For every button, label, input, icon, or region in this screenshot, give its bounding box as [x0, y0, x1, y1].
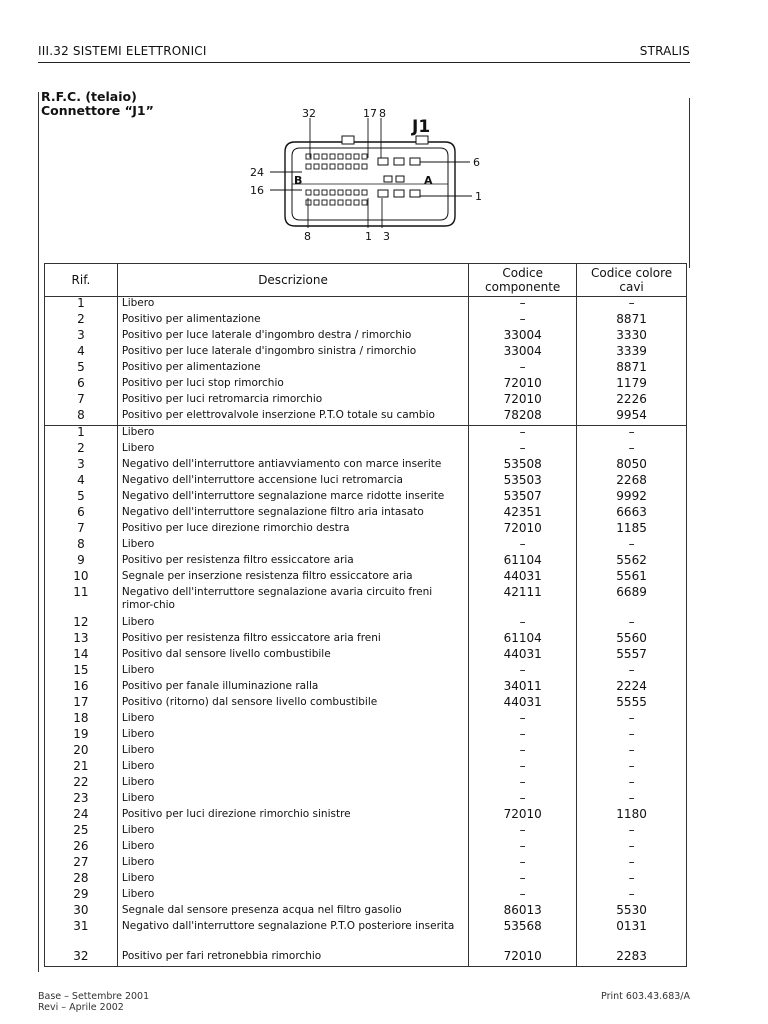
- cell-codice-colore: –: [577, 776, 687, 792]
- cell-descrizione: Libero: [117, 538, 468, 554]
- cell-codice-componente: 44031: [469, 570, 577, 586]
- cell-descrizione: Positivo per luci retromarcia rimorchio: [117, 393, 468, 409]
- cell-codice-componente: –: [469, 872, 577, 888]
- cell-codice-componente: –: [469, 664, 577, 680]
- cell-rif: 22: [45, 776, 118, 792]
- table-row: [45, 538, 687, 554]
- cell-codice-componente: –: [469, 728, 577, 744]
- header-rif: Rif.: [45, 264, 118, 297]
- left-margin-line: [38, 92, 39, 972]
- table-row: [45, 442, 687, 458]
- table-row: [45, 393, 687, 409]
- cell-descrizione: Positivo per fari retronebbia rimorchio: [117, 950, 468, 967]
- cell-descrizione: Positivo per luce laterale d'ingombro destra / rimorchio: [117, 329, 468, 345]
- cell-codice-componente: 72010: [469, 377, 577, 393]
- label-right-6: 6: [473, 156, 480, 169]
- connector-pin: [306, 190, 311, 195]
- cell-descrizione: Negativo dell'interruttore accensione luci retromarcia: [117, 474, 468, 490]
- cell-descrizione: Libero: [117, 712, 468, 728]
- cell-rif: 30: [45, 904, 118, 920]
- cell-rif: 5: [45, 361, 118, 377]
- connector-diagram: [240, 104, 490, 244]
- cell-rif: 26: [45, 840, 118, 856]
- header-codice-colore: Codice colore cavi: [577, 264, 687, 297]
- cell-descrizione: Positivo per luci direzione rimorchio sinistre: [117, 808, 468, 824]
- cell-codice-componente: 42111: [469, 586, 577, 616]
- connector-pin: [354, 164, 359, 169]
- cell-descrizione: Positivo per resistenza filtro essiccatore aria: [117, 554, 468, 570]
- cell-codice-componente: –: [469, 442, 577, 458]
- cell-codice-colore: 5555: [577, 696, 687, 712]
- cell-descrizione: Segnale per inserzione resistenza filtro essiccatore aria: [117, 570, 468, 586]
- table-row: [45, 712, 687, 728]
- cell-rif: 10: [45, 570, 118, 586]
- connector-pin: [314, 200, 319, 205]
- table-row: [45, 664, 687, 680]
- cell-rif: 3: [45, 329, 118, 345]
- cell-codice-colore: –: [577, 760, 687, 776]
- label-top-32: 32: [302, 107, 316, 120]
- section-title-line1: R.F.C. (telaio): [41, 89, 137, 104]
- cell-rif: 5: [45, 490, 118, 506]
- cell-descrizione: Positivo per fanale illuminazione ralla: [117, 680, 468, 696]
- cell-descrizione: Positivo (ritorno) dal sensore livello combustibile: [117, 696, 468, 712]
- cell-rif: 13: [45, 632, 118, 648]
- connector-pin: [362, 164, 367, 169]
- cell-codice-componente: 72010: [469, 522, 577, 538]
- header-rule: [38, 62, 690, 63]
- table-row: [45, 792, 687, 808]
- cell-rif: 4: [45, 474, 118, 490]
- cell-rif: 24: [45, 808, 118, 824]
- cell-descrizione: Positivo per alimentazione: [117, 361, 468, 377]
- table-row: [45, 616, 687, 632]
- cell-descrizione: Libero: [117, 840, 468, 856]
- cell-rif: 31: [45, 920, 118, 950]
- cell-codice-componente: 44031: [469, 696, 577, 712]
- table-row: [45, 920, 687, 950]
- connector-pin: [362, 200, 367, 205]
- table-row: [45, 297, 687, 314]
- cell-descrizione: Positivo per luce direzione rimorchio destra: [117, 522, 468, 538]
- cell-codice-componente: –: [469, 760, 577, 776]
- cell-codice-colore: –: [577, 616, 687, 632]
- cell-codice-componente: 53507: [469, 490, 577, 506]
- connector-pin: [338, 154, 343, 159]
- cell-rif: 1: [45, 297, 118, 314]
- cell-codice-componente: –: [469, 426, 577, 443]
- cell-codice-colore: 2268: [577, 474, 687, 490]
- cell-codice-componente: –: [469, 888, 577, 904]
- cell-descrizione: Positivo per luci stop rimorchio: [117, 377, 468, 393]
- cell-rif: 28: [45, 872, 118, 888]
- cell-codice-colore: 3339: [577, 345, 687, 361]
- table-row: [45, 474, 687, 490]
- cell-codice-colore: 1185: [577, 522, 687, 538]
- table-row: [45, 490, 687, 506]
- connector-pin: [354, 154, 359, 159]
- cell-codice-colore: –: [577, 824, 687, 840]
- label-bottom-8: 8: [304, 230, 311, 243]
- connector-pin: [330, 200, 335, 205]
- table-row: [45, 840, 687, 856]
- label-bottom-1: 1: [365, 230, 372, 243]
- cell-descrizione: Libero: [117, 297, 468, 314]
- cell-codice-colore: 5561: [577, 570, 687, 586]
- cell-rif: 6: [45, 377, 118, 393]
- cell-rif: 7: [45, 522, 118, 538]
- cell-descrizione: Libero: [117, 872, 468, 888]
- connector-pin: [330, 164, 335, 169]
- connector-pin: [314, 190, 319, 195]
- cell-descrizione: Positivo per resistenza filtro essiccatore aria freni: [117, 632, 468, 648]
- cell-codice-colore: 5530: [577, 904, 687, 920]
- cell-codice-componente: 86013: [469, 904, 577, 920]
- cell-rif: 23: [45, 792, 118, 808]
- cell-codice-componente: –: [469, 856, 577, 872]
- footer-revi: Revi – Aprile 2002: [38, 1002, 124, 1013]
- cell-codice-componente: –: [469, 840, 577, 856]
- label-left-24: 24: [250, 166, 264, 179]
- cell-codice-componente: –: [469, 744, 577, 760]
- header-codice-componente: Codice componente: [469, 264, 577, 297]
- table-row: [45, 586, 687, 616]
- cell-codice-colore: 0131: [577, 920, 687, 950]
- cell-codice-colore: 5560: [577, 632, 687, 648]
- cell-codice-colore: 5557: [577, 648, 687, 664]
- cell-codice-componente: –: [469, 616, 577, 632]
- connector-pin: [354, 190, 359, 195]
- cell-codice-componente: 72010: [469, 393, 577, 409]
- label-right-1: 1: [475, 190, 482, 203]
- cell-descrizione: Libero: [117, 824, 468, 840]
- table-row: [45, 361, 687, 377]
- footer-left: [38, 991, 149, 1013]
- cell-codice-componente: –: [469, 712, 577, 728]
- cell-rif: 32: [45, 950, 118, 967]
- cell-descrizione: Libero: [117, 728, 468, 744]
- table-row: [45, 570, 687, 586]
- table-row: [45, 345, 687, 361]
- cell-codice-componente: –: [469, 313, 577, 329]
- footer-base: Base – Settembre 2001: [38, 991, 150, 1002]
- header-descrizione: Descrizione: [117, 264, 468, 297]
- table-row: [45, 776, 687, 792]
- cell-codice-colore: –: [577, 297, 687, 314]
- label-left-16: 16: [250, 184, 264, 197]
- cell-rif: 18: [45, 712, 118, 728]
- cell-descrizione: Libero: [117, 616, 468, 632]
- cell-rif: 6: [45, 506, 118, 522]
- section-title: [41, 90, 154, 118]
- cell-codice-componente: 53508: [469, 458, 577, 474]
- cell-rif: 8: [45, 409, 118, 426]
- cell-codice-componente: 33004: [469, 345, 577, 361]
- connector-pin: [346, 200, 351, 205]
- cell-codice-componente: 42351: [469, 506, 577, 522]
- cell-codice-colore: 6663: [577, 506, 687, 522]
- cell-descrizione: Negativo dell'interruttore segnalazione marce ridotte inserite: [117, 490, 468, 506]
- table-row: [45, 872, 687, 888]
- cell-descrizione: Positivo dal sensore livello combustibile: [117, 648, 468, 664]
- cell-codice-componente: 33004: [469, 329, 577, 345]
- cell-codice-colore: –: [577, 712, 687, 728]
- cell-codice-colore: –: [577, 744, 687, 760]
- table-row: [45, 329, 687, 345]
- cell-descrizione: Libero: [117, 442, 468, 458]
- cell-codice-colore: –: [577, 426, 687, 443]
- connector-pin: [338, 200, 343, 205]
- connector-pin: [322, 200, 327, 205]
- cell-codice-componente: –: [469, 297, 577, 314]
- table-row: [45, 426, 687, 443]
- cell-codice-colore: –: [577, 442, 687, 458]
- cell-codice-componente: –: [469, 824, 577, 840]
- cell-codice-colore: 6689: [577, 586, 687, 616]
- table-row: [45, 824, 687, 840]
- cell-rif: 8: [45, 538, 118, 554]
- table-row: [45, 680, 687, 696]
- connector-pin: [362, 154, 367, 159]
- cell-descrizione: Libero: [117, 856, 468, 872]
- cell-descrizione: Libero: [117, 664, 468, 680]
- cell-descrizione: Libero: [117, 426, 468, 443]
- cell-codice-componente: 78208: [469, 409, 577, 426]
- connector-pin: [322, 164, 327, 169]
- cell-codice-componente: –: [469, 792, 577, 808]
- page-header-left: III.32 SISTEMI ELETTRONICI: [38, 44, 207, 58]
- cell-rif: 29: [45, 888, 118, 904]
- cell-codice-componente: –: [469, 361, 577, 377]
- table-row: [45, 648, 687, 664]
- table-row: [45, 458, 687, 474]
- cell-codice-colore: 1179: [577, 377, 687, 393]
- section-title-line2: Connettore “J1”: [41, 103, 154, 118]
- cell-descrizione: Libero: [117, 792, 468, 808]
- cell-descrizione: Negativo dall'interruttore segnalazione P.T.O posteriore inserita: [117, 920, 468, 950]
- cell-codice-colore: 5562: [577, 554, 687, 570]
- right-margin-line: [689, 98, 690, 268]
- table-row: [45, 950, 687, 967]
- cell-rif: 17: [45, 696, 118, 712]
- cell-rif: 2: [45, 442, 118, 458]
- cell-rif: 11: [45, 586, 118, 616]
- table-row: [45, 744, 687, 760]
- footer-print: Print 603.43.683/A: [601, 991, 690, 1002]
- cell-codice-colore: 8871: [577, 361, 687, 377]
- cell-codice-componente: 53503: [469, 474, 577, 490]
- cell-codice-colore: 2283: [577, 950, 687, 967]
- connector-pin: [306, 164, 311, 169]
- cell-codice-colore: 1180: [577, 808, 687, 824]
- cell-descrizione: Libero: [117, 744, 468, 760]
- cell-descrizione: Positivo per elettrovalvole inserzione P.T.O totale su cambio: [117, 409, 468, 426]
- cell-rif: 27: [45, 856, 118, 872]
- cell-codice-componente: 53568: [469, 920, 577, 950]
- label-bottom-3: 3: [383, 230, 390, 243]
- cell-descrizione: Positivo per alimentazione: [117, 313, 468, 329]
- connector-pin: [314, 164, 319, 169]
- cell-descrizione: Segnale dal sensore presenza acqua nel filtro gasolio: [117, 904, 468, 920]
- cell-rif: 3: [45, 458, 118, 474]
- cell-codice-colore: –: [577, 728, 687, 744]
- cell-rif: 12: [45, 616, 118, 632]
- table-row: [45, 313, 687, 329]
- cell-codice-colore: –: [577, 888, 687, 904]
- cell-codice-componente: 72010: [469, 808, 577, 824]
- table-row: [45, 888, 687, 904]
- cell-codice-componente: –: [469, 538, 577, 554]
- label-block-a: A: [424, 174, 433, 187]
- cell-descrizione: Libero: [117, 760, 468, 776]
- label-top-8: 8: [379, 107, 386, 120]
- cell-rif: 2: [45, 313, 118, 329]
- connector-pin: [322, 190, 327, 195]
- cell-descrizione: Negativo dell'interruttore antiavviamento con marce inserite: [117, 458, 468, 474]
- page-header-right: STRALIS: [639, 44, 690, 58]
- connector-pin: [314, 154, 319, 159]
- table-row: [45, 904, 687, 920]
- cell-rif: 21: [45, 760, 118, 776]
- table-row: [45, 728, 687, 744]
- connector-pin: [346, 164, 351, 169]
- connector-pin: [330, 154, 335, 159]
- cell-descrizione: Negativo dell'interruttore segnalazione filtro aria intasato: [117, 506, 468, 522]
- cell-codice-colore: –: [577, 840, 687, 856]
- cell-rif: 1: [45, 426, 118, 443]
- cell-codice-colore: –: [577, 872, 687, 888]
- connector-pin: [362, 190, 367, 195]
- cell-rif: 14: [45, 648, 118, 664]
- table-row: [45, 632, 687, 648]
- cell-codice-colore: 2224: [577, 680, 687, 696]
- table-row: [45, 760, 687, 776]
- cell-codice-colore: –: [577, 856, 687, 872]
- connector-pin: [306, 200, 311, 205]
- cell-codice-componente: 61104: [469, 632, 577, 648]
- connector-name: J1: [412, 117, 431, 137]
- cell-codice-colore: 9992: [577, 490, 687, 506]
- connector-pin: [354, 200, 359, 205]
- cell-codice-colore: 8871: [577, 313, 687, 329]
- cell-rif: 20: [45, 744, 118, 760]
- pinout-table: [44, 263, 687, 967]
- connector-pin: [338, 164, 343, 169]
- cell-descrizione: Libero: [117, 888, 468, 904]
- connector-pin: [338, 190, 343, 195]
- cell-codice-colore: –: [577, 792, 687, 808]
- connector-pin: [346, 154, 351, 159]
- cell-codice-colore: –: [577, 664, 687, 680]
- table-row: [45, 522, 687, 538]
- cell-codice-componente: 72010: [469, 950, 577, 967]
- cell-codice-colore: 8050: [577, 458, 687, 474]
- cell-codice-componente: 34011: [469, 680, 577, 696]
- cell-codice-componente: 44031: [469, 648, 577, 664]
- cell-codice-colore: 2226: [577, 393, 687, 409]
- cell-rif: 9: [45, 554, 118, 570]
- connector-pin: [322, 154, 327, 159]
- cell-rif: 4: [45, 345, 118, 361]
- table-row: [45, 554, 687, 570]
- connector-pin: [330, 190, 335, 195]
- connector-pin: [346, 190, 351, 195]
- cell-rif: 19: [45, 728, 118, 744]
- cell-rif: 25: [45, 824, 118, 840]
- cell-descrizione: Libero: [117, 776, 468, 792]
- table-row: [45, 377, 687, 393]
- cell-codice-componente: –: [469, 776, 577, 792]
- cell-rif: 15: [45, 664, 118, 680]
- label-block-b: B: [294, 174, 303, 187]
- cell-rif: 7: [45, 393, 118, 409]
- cell-codice-colore: –: [577, 538, 687, 554]
- table-row: [45, 808, 687, 824]
- cell-codice-colore: 9954: [577, 409, 687, 426]
- table-row: [45, 696, 687, 712]
- cell-codice-componente: 61104: [469, 554, 577, 570]
- label-top-17: 17: [363, 107, 377, 120]
- cell-codice-colore: 3330: [577, 329, 687, 345]
- cell-rif: 16: [45, 680, 118, 696]
- cell-descrizione: Positivo per luce laterale d'ingombro sinistra / rimorchio: [117, 345, 468, 361]
- table-row: [45, 409, 687, 426]
- cell-descrizione: Negativo dell'interruttore segnalazione avaria circuito freni rimor-chio: [117, 586, 468, 616]
- table-row: [45, 856, 687, 872]
- table-row: [45, 506, 687, 522]
